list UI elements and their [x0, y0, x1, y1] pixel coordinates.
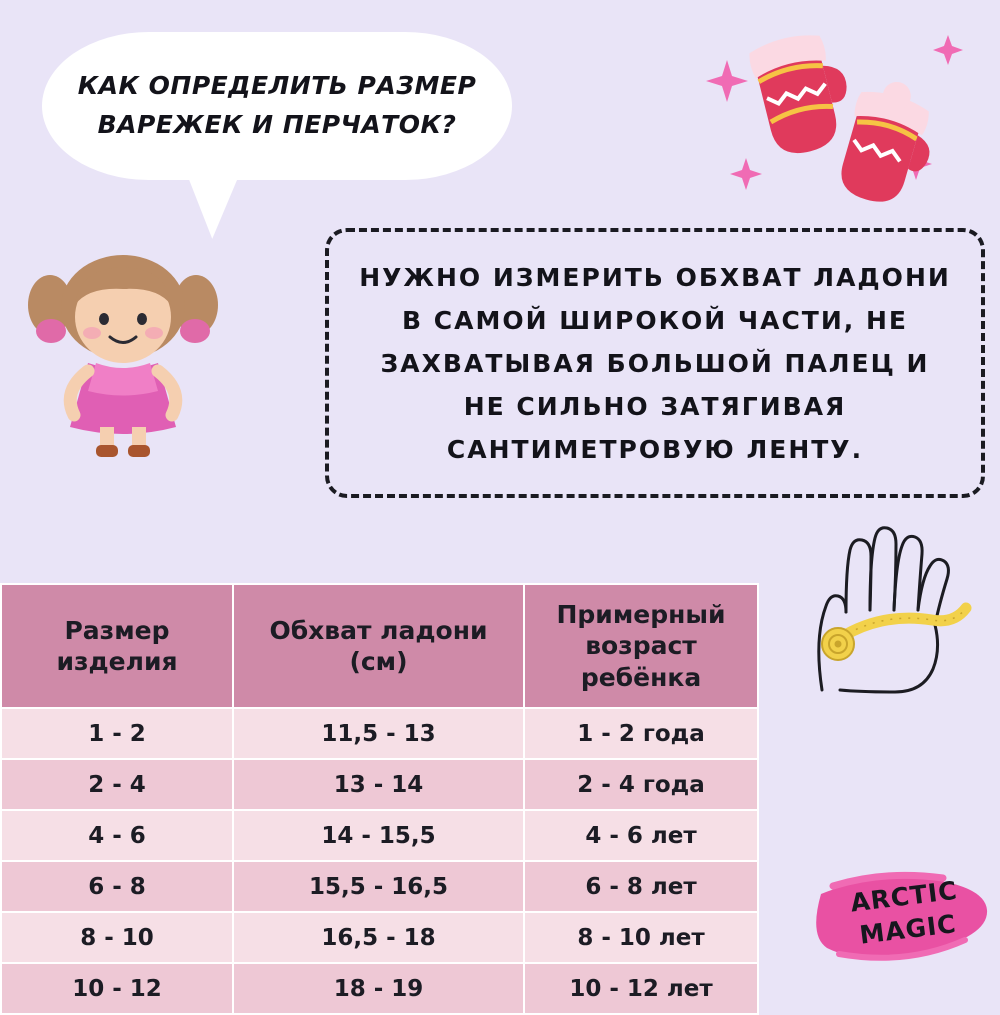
- table-cell-size: 4 - 6: [1, 810, 233, 861]
- brand-line-2: MAGIC: [857, 909, 959, 950]
- table-cell-palm: 16,5 - 18: [233, 912, 524, 963]
- hand-measure-icon: [780, 520, 995, 695]
- table-cell-age: 2 - 4 года: [524, 759, 758, 810]
- table-cell-palm: 13 - 14: [233, 759, 524, 810]
- speech-bubble: [42, 32, 512, 180]
- table-cell-palm: 15,5 - 16,5: [233, 861, 524, 912]
- table-cell-size: 6 - 8: [1, 861, 233, 912]
- girl-character-icon: [18, 245, 228, 460]
- table-cell-size: 1 - 2: [1, 708, 233, 759]
- brand-logo: [815, 862, 993, 972]
- speech-bubble-text: КАК ОПРЕДЕЛИТЬ РАЗМЕР ВАРЕЖЕК И ПЕРЧАТОК?: [77, 71, 477, 139]
- table-cell-age: 6 - 8 лет: [524, 861, 758, 912]
- table-cell-size: 8 - 10: [1, 912, 233, 963]
- size-table: [0, 583, 757, 1015]
- table-cell-age: 4 - 6 лет: [524, 810, 758, 861]
- table-row: [1, 861, 758, 912]
- instruction-box: [325, 228, 985, 498]
- mittens-icon: [700, 10, 970, 215]
- brand-line-1: ARCTIC: [848, 875, 960, 918]
- table-row: [1, 810, 758, 861]
- table-header-cell: Примерный возраст ребёнка: [524, 584, 758, 708]
- table-cell-size: 2 - 4: [1, 759, 233, 810]
- table-row: [1, 759, 758, 810]
- table-row: [1, 963, 758, 1014]
- table-header-row: [1, 584, 758, 708]
- table-cell-size: 10 - 12: [1, 963, 233, 1014]
- table-cell-palm: 18 - 19: [233, 963, 524, 1014]
- table-cell-age: 10 - 12 лет: [524, 963, 758, 1014]
- speech-bubble-tail: [182, 155, 256, 241]
- instruction-text: НУЖНО ИЗМЕРИТЬ ОБХВАТ ЛАДОНИ В САМОЙ ШИРОКОЙ ЧАСТИ, НЕ ЗАХВАТЫВАЯ БОЛЬШОЙ ПАЛЕЦ И НЕ СИЛЬНО ЗАТЯГИВАЯ САНТИМЕТРОВУЮ ЛЕНТУ.: [359, 262, 951, 464]
- table-row: [1, 708, 758, 759]
- table-header-cell: Размер изделия: [1, 584, 233, 708]
- table-cell-age: 1 - 2 года: [524, 708, 758, 759]
- table-cell-age: 8 - 10 лет: [524, 912, 758, 963]
- table-cell-palm: 11,5 - 13: [233, 708, 524, 759]
- table-cell-palm: 14 - 15,5: [233, 810, 524, 861]
- table-header-cell: Обхват ладони (см): [233, 584, 524, 708]
- table-row: [1, 912, 758, 963]
